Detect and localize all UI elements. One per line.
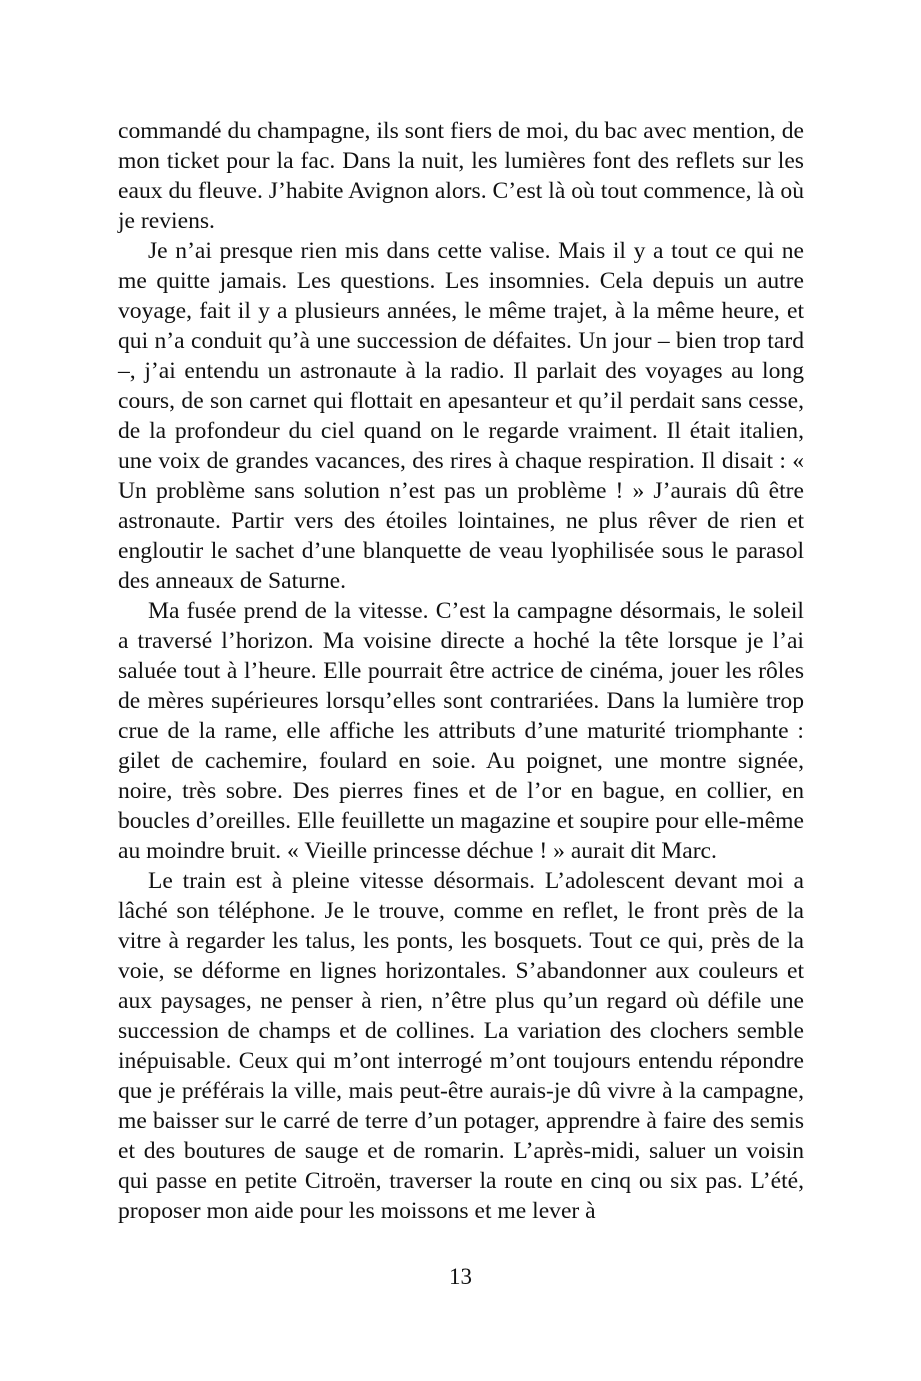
body-text bbox=[118, 116, 804, 1226]
paragraph-continued: commandé du champagne, ils sont fiers de moi, du bac avec mention, de mon ticket pour la fac. Dans la nuit, les lumières font des reflets sur les eaux du fleuve. J’habite Avignon alors. C’est là où tout commence, là où je reviens. bbox=[118, 118, 804, 234]
page-number: 13 bbox=[449, 1264, 472, 1289]
paragraph-train: Le train est à pleine vitesse désormais. L’adolescent devant moi a lâché son téléphone. Je le trouve, comme en reflet, le front près de la vitre à regarder les talus, les ponts, les bosquets. Tout ce qui, près de la voie, se déforme en lignes horizontales. S’abandonner aux couleurs et aux paysages, ne penser à rien, n’être plus qu’un regard où défile une succession de champs et de collines. La variation des clochers semble inépuisable. Ceux qui m’ont interrogé m’ont toujours entendu répondre que je préférais la ville, mais peut-être aurais-je dû vivre à la campagne, me baisser sur le carré de terre d’un potager, apprendre à faire des semis et des boutures de sauge et de romarin. L’après-midi, saluer un voisin qui passe en petite Citroën, traverser la route en cinq ou six pas. L’été, proposer mon aide pour les moissons et me lever à bbox=[118, 868, 804, 1224]
paragraph-fusee: Ma fusée prend de la vitesse. C’est la campagne désormais, le soleil a traversé l’horizon. Ma voisine directe a hoché la tête lorsque je l’ai saluée tout à l’heure. Elle pourrait être actrice de cinéma, jouer les rôles de mères supérieures lorsqu’elles sont contrariées. Dans la lumière trop crue de la rame, elle affiche les attributs d’une maturité triomphante : gilet de cachemire, foulard en soie. Au poignet, une montre signée, noire, très sobre. Des pierres fines et de l’or en bague, en collier, en boucles d’oreilles. Elle feuillette un magazine et soupire pour elle-même au moindre bruit. « Vieille princesse déchue ! » aurait dit Marc. bbox=[118, 598, 804, 864]
paragraph-valise: Je n’ai presque rien mis dans cette valise. Mais il y a tout ce qui ne me quitte jamais. Les questions. Les insomnies. Cela depuis un autre voyage, fait il y a plusieurs années, le même trajet, à la même heure, et qui n’a conduit qu’à une succession de défaites. Un jour – bien trop tard –, j’ai entendu un astronaute à la radio. Il parlait des voyages au long cours, de son carnet qui flottait en apesanteur et qu’il perdait sans cesse, de la profondeur du ciel quand on le regarde vraiment. Il était italien, une voix de grandes vacances, des rires à chaque respiration. Il disait : « Un problème sans solution n’est pas un problème ! » J’aurais dû être astronaute. Partir vers des étoiles lointaines, ne plus rêver de rien et engloutir le sachet d’une blanquette de veau lyophilisée sous le parasol des anneaux de Saturne. bbox=[118, 238, 804, 594]
